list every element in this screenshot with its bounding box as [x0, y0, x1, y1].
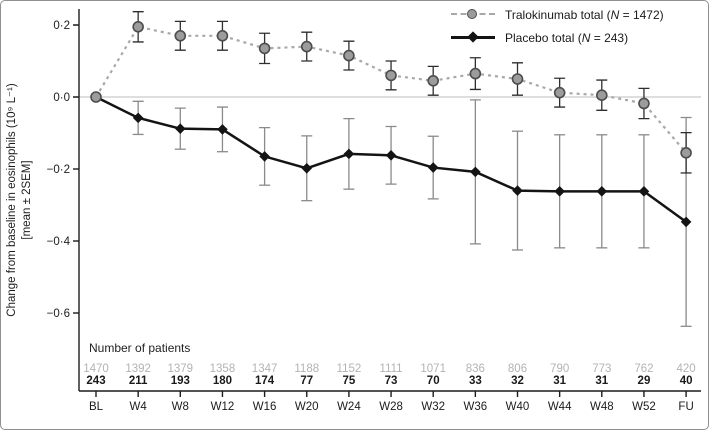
patients-count: 1358 — [209, 363, 236, 375]
patients-count: 211 — [128, 375, 148, 387]
placebo-series — [91, 92, 692, 327]
patients-count: 33 — [468, 375, 482, 387]
legend-label-part: Placebo total ( — [505, 30, 582, 45]
x-tick-label: W16 — [252, 401, 277, 413]
circle-marker-icon — [467, 9, 477, 19]
y-tick-label: −0·4 — [46, 236, 70, 248]
diamond-marker-icon — [467, 31, 478, 42]
patients-count: 193 — [170, 375, 190, 387]
x-tick-label: W36 — [463, 401, 488, 413]
x-tick-label: W28 — [379, 401, 403, 413]
y-tick-label: −0·2 — [46, 164, 70, 176]
legend-label-part: = 243) — [590, 30, 629, 45]
data-point-circle — [260, 43, 270, 53]
legend-label-part: = 1472) — [619, 7, 664, 22]
x-tick-label: FU — [678, 401, 694, 413]
data-point-circle — [681, 148, 691, 158]
patients-count: 1379 — [167, 363, 194, 375]
legend-label-placebo — [505, 31, 628, 45]
patients-count: 243 — [86, 375, 106, 387]
y-axis — [47, 9, 79, 391]
x-tick-label: W44 — [547, 401, 572, 413]
patients-row-tralokinumab — [83, 363, 695, 375]
data-point-circle — [302, 42, 312, 52]
patients-count: 70 — [426, 375, 440, 387]
patients-count: 32 — [511, 375, 524, 387]
x-tick-label: W40 — [505, 401, 530, 413]
data-point-diamond — [344, 149, 355, 160]
x-tick-label: W52 — [632, 401, 656, 413]
data-point-diamond — [512, 185, 523, 196]
y-tick-label: 0·2 — [53, 20, 70, 32]
legend — [451, 6, 664, 52]
patients-count: 806 — [507, 363, 528, 375]
patients-count: 180 — [212, 375, 233, 387]
patients-count: 1152 — [336, 363, 362, 375]
eosinophils-chart — [1, 1, 709, 430]
data-point-diamond — [133, 113, 144, 124]
data-point-circle — [597, 90, 607, 100]
patients-count: 29 — [637, 375, 651, 387]
data-point-circle — [386, 70, 396, 80]
legend-item-placebo — [451, 29, 664, 46]
x-axis — [79, 391, 701, 413]
legend-label-tralokinumab — [505, 8, 664, 22]
y-axis-label-line2: [mean ± 2SEM] — [21, 160, 33, 240]
data-point-diamond — [301, 163, 312, 174]
data-point-circle — [428, 76, 438, 86]
patients-count: 1111 — [379, 363, 403, 375]
patients-count: 790 — [550, 363, 570, 375]
y-tick-label: 0·0 — [53, 92, 70, 104]
legend-n-symbol: N — [610, 7, 620, 22]
tralokinumab-line-sample — [451, 9, 495, 21]
patients-count: 1347 — [251, 363, 278, 375]
patients-count: 773 — [592, 363, 612, 375]
x-tick-label: W4 — [129, 401, 147, 413]
patients-count: 420 — [676, 363, 696, 375]
legend-n-symbol: N — [581, 30, 591, 45]
patients-count: 762 — [634, 363, 654, 375]
data-point-circle — [133, 22, 143, 32]
patients-count: 77 — [300, 375, 314, 387]
data-point-circle — [639, 98, 649, 108]
data-point-circle — [513, 74, 523, 84]
patients-count: 1470 — [83, 363, 109, 375]
x-tick-label: W32 — [421, 401, 446, 413]
data-point-diamond — [175, 123, 186, 134]
x-tick-label: W20 — [294, 401, 319, 413]
patients-count: 1188 — [294, 363, 320, 375]
patients-count: 75 — [342, 375, 356, 387]
data-point-diamond — [470, 167, 481, 178]
patients-row-placebo — [86, 375, 692, 387]
x-tick-label: W12 — [210, 401, 235, 413]
data-point-diamond — [428, 162, 439, 173]
patients-count: 836 — [465, 363, 485, 375]
data-point-circle — [555, 88, 565, 98]
data-point-diamond — [597, 186, 608, 197]
patients-count: 31 — [553, 375, 567, 387]
data-point-circle — [470, 69, 480, 79]
data-point-circle — [344, 51, 354, 61]
data-point-circle — [175, 31, 185, 41]
data-point-diamond — [554, 186, 565, 197]
patients-count: 174 — [255, 375, 275, 387]
patients-count: 31 — [595, 375, 609, 387]
x-tick-label: BL — [88, 401, 104, 413]
y-tick-label: −0·6 — [46, 308, 70, 320]
patients-count: 1071 — [420, 363, 446, 375]
patients-count: 1392 — [125, 363, 151, 375]
legend-label-part: Tralokinumab total ( — [505, 7, 611, 22]
placebo-line-sample — [451, 32, 495, 44]
data-point-circle — [91, 92, 101, 102]
data-point-diamond — [386, 150, 397, 161]
legend-item-tralokinumab — [451, 6, 664, 23]
patients-count: 73 — [384, 375, 398, 387]
x-tick-label: W24 — [337, 401, 361, 413]
patients-count: 40 — [679, 375, 693, 387]
x-tick-label: W8 — [171, 401, 189, 413]
y-axis-label-line1: Change from baseline in eosinophils (10⁹ L⁻¹) — [6, 83, 18, 317]
data-point-circle — [217, 31, 227, 41]
y-axis-label — [5, 20, 37, 380]
number-of-patients-label: Number of patients — [89, 341, 191, 355]
x-tick-label: W48 — [589, 401, 614, 413]
